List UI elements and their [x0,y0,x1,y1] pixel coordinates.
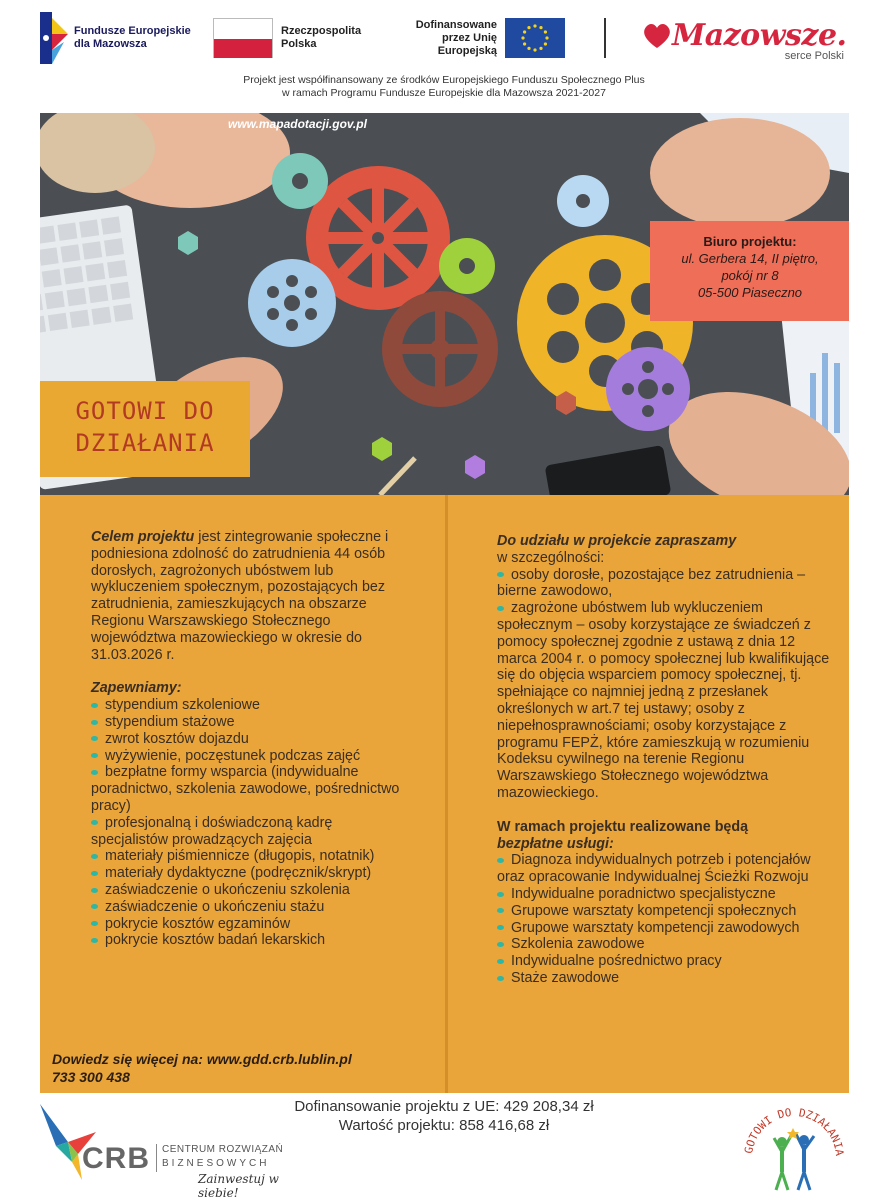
list-item: Indywidualne pośrednictwo pracy [497,953,835,970]
right-column [497,533,835,987]
project-goal [91,529,401,663]
poland-flag-icon [213,18,273,58]
bullet-icon [91,736,98,741]
bullet-icon [91,720,98,725]
bullet-icon [91,921,98,926]
website-url: www.mapadotacji.gov.pl [228,117,367,131]
list-item: profesjonalną i doświadczoną kadrę specjalistów prowadzących zajęcia [91,814,333,848]
fe-logo-text: Fundusze Europejskie dla Mazowsza [74,25,191,50]
more-info [52,1050,352,1086]
crb-name-line-2: BIZNESOWYCH [162,1158,270,1169]
services-list [497,852,835,986]
list-item: Staże zawodowe [497,970,835,987]
campaign-line-2: DZIAŁANIA [75,429,215,457]
list-item: zaświadczenie o ukończeniu szkolenia [91,882,401,899]
bullet-icon [91,904,98,909]
provide-title: Zapewniamy: [91,680,182,697]
mazowsze-tagline: serce Polski [784,50,844,62]
mazowsze-logo [642,14,852,64]
list-item: materiały piśmiennicze (długopis, notatnik) [91,848,401,865]
list-item: materiały dydaktyczne (podręcznik/skrypt) [91,865,401,882]
crb-logo [38,1102,318,1200]
ue-logo [385,18,565,58]
services-title: W ramach projektu realizowane będą [497,818,749,835]
bullet-icon [497,959,504,964]
bullet-icon [91,753,98,758]
info-panel [40,495,849,1093]
list-item: pokrycie kosztów egzaminów [91,916,401,933]
list-item: stypendium stażowe [91,714,401,731]
list-item: Szkolenia zawodowe [497,936,835,953]
list-item: Diagnoza indywidualnych potrzeb i potencjałów oraz opracowanie Indywidualnej Ścieżki Rozwoju [497,852,811,886]
bullet-icon [91,871,98,876]
logo-separator [604,18,606,58]
office-address-line-3: 05-500 Piaseczno [697,285,803,300]
cofinancing-line-1: Projekt jest współfinansowany ze środków Europejskiego Funduszu Społecznego Plus [243,74,645,86]
header-logos [0,0,888,110]
bullet-icon [91,938,98,943]
mazowsze-wordmark: Mazowsze. [672,18,847,53]
fe-logo [40,12,194,64]
bullet-icon [91,770,98,775]
project-goal-lead: Celem projektu [91,529,195,545]
bullet-icon [497,572,504,577]
provide-list [91,697,401,949]
list-item: zagrożone ubóstwem lub wykluczeniem społecznym – osoby korzystające ze świadczeń z pomocy społecznej zgodnie z ustawą z dnia 12 marca 2004 r. o pomocy społecznej lub kwalifikujące się do objęcia wsparciem pomocy społecznej, tj. spełniające co najmniej jedną z przesłanek określonych w art.7 tej ustawy; osoby z niepełnosprawnościami; osoby korzystające z programu FEPŻ, które zamieszkują w rozumieniu Kodeksu cywilnego na terenie Regionu Warszawskiego Stołecznego województwa mazowieckiego. [497,600,830,801]
bullet-icon [497,908,504,913]
list-item: Grupowe warsztaty kompetencji społecznych [497,903,835,920]
phone-number: 733 300 438 [52,1069,130,1085]
cofinancing-note [0,74,888,100]
bullet-icon [497,942,504,947]
bullet-icon [497,925,504,930]
crb-separator [156,1144,157,1172]
campaign-badge [40,381,250,477]
crb-letters: CRB [82,1142,150,1175]
eu-flag-icon [505,18,565,58]
list-item: zaświadczenie o ukończeniu stażu [91,899,401,916]
list-item: osoby dorosłe, pozostające bez zatrudnienia – bierne zawodowo, [497,566,806,600]
bullet-icon [91,703,98,708]
list-item: zwrot kosztów dojazdu [91,731,401,748]
cofinancing-line-2: w ramach Programu Fundusze Europejskie dla Mazowsza 2021-2027 [282,87,606,99]
list-item: Indywidualne poradnictwo specjalistyczne [497,886,835,903]
campaign-line-1: GOTOWI DO [75,397,215,425]
funding-eu: Dofinansowanie projektu z UE: 429 208,34 zł [294,1098,594,1115]
office-address-line-1: ul. Gerbera 14, II piętro, [681,251,819,266]
crb-slogan: Zainwestuj w siebie! [198,1172,279,1200]
gotowi-logo [738,1100,848,1195]
gotowi-logo-text: GOTOWI DO DZIAŁANIA [742,1105,847,1157]
funding-total: Wartość projektu: 858 416,68 zł [338,1117,550,1134]
services-subtitle: bezpłatne usługi: [497,835,614,852]
bullet-icon [497,606,504,611]
bullet-icon [91,854,98,859]
bullet-icon [91,820,98,825]
more-info-link[interactable]: Dowiedz się więcej na: www.gdd.crb.lublin.pl [52,1051,352,1067]
hero-photo [40,113,849,495]
office-title: Biuro projektu: [703,234,797,249]
bullet-icon [497,892,504,897]
list-item: bezpłatne formy wsparcia (indywidualne poradnictwo, szkolenia zawodowe, pośrednictwo pracy) [91,764,400,814]
left-column [91,529,401,949]
rp-logo [213,18,371,58]
bullet-icon [91,888,98,893]
invite-subtitle: w szczególności: [497,549,605,566]
rp-logo-text: Rzeczpospolita Polska [281,25,362,50]
fe-mark-icon [40,12,68,64]
ue-logo-text: Dofinansowane przez Unię Europejską [415,18,497,57]
list-item: stypendium szkoleniowe [91,697,401,714]
gotowi-figures-icon [738,1100,848,1195]
project-office-box [650,221,849,321]
heart-icon [642,22,672,50]
invite-title: Do udziału w projekcie zapraszamy [497,533,737,549]
crb-name-line-1: CENTRUM ROZWIĄZAŃ [162,1144,284,1155]
project-goal-text: jest zintegrowanie społeczne i podniesiona zdolność do zatrudnienia 44 osób dorosłych, zagrożonych ubóstwem lub wykluczeniem społecznym, pozostających bez zatrudnienia, zamieszkujących na obszarze Regionu Warszawskiego Stołecznego województwa mazowieckiego w okresie do 31.03.2026 r. [91,529,389,663]
office-address-line-2: pokój nr 8 [721,268,779,283]
list-item: Grupowe warsztaty kompetencji zawodowych [497,920,835,937]
bullet-icon [497,976,504,981]
bullet-icon [497,858,504,863]
list-item: wyżywienie, poczęstunek podczas zajęć [91,748,401,765]
column-divider [445,495,448,1093]
list-item: pokrycie kosztów badań lekarskich [91,932,401,949]
